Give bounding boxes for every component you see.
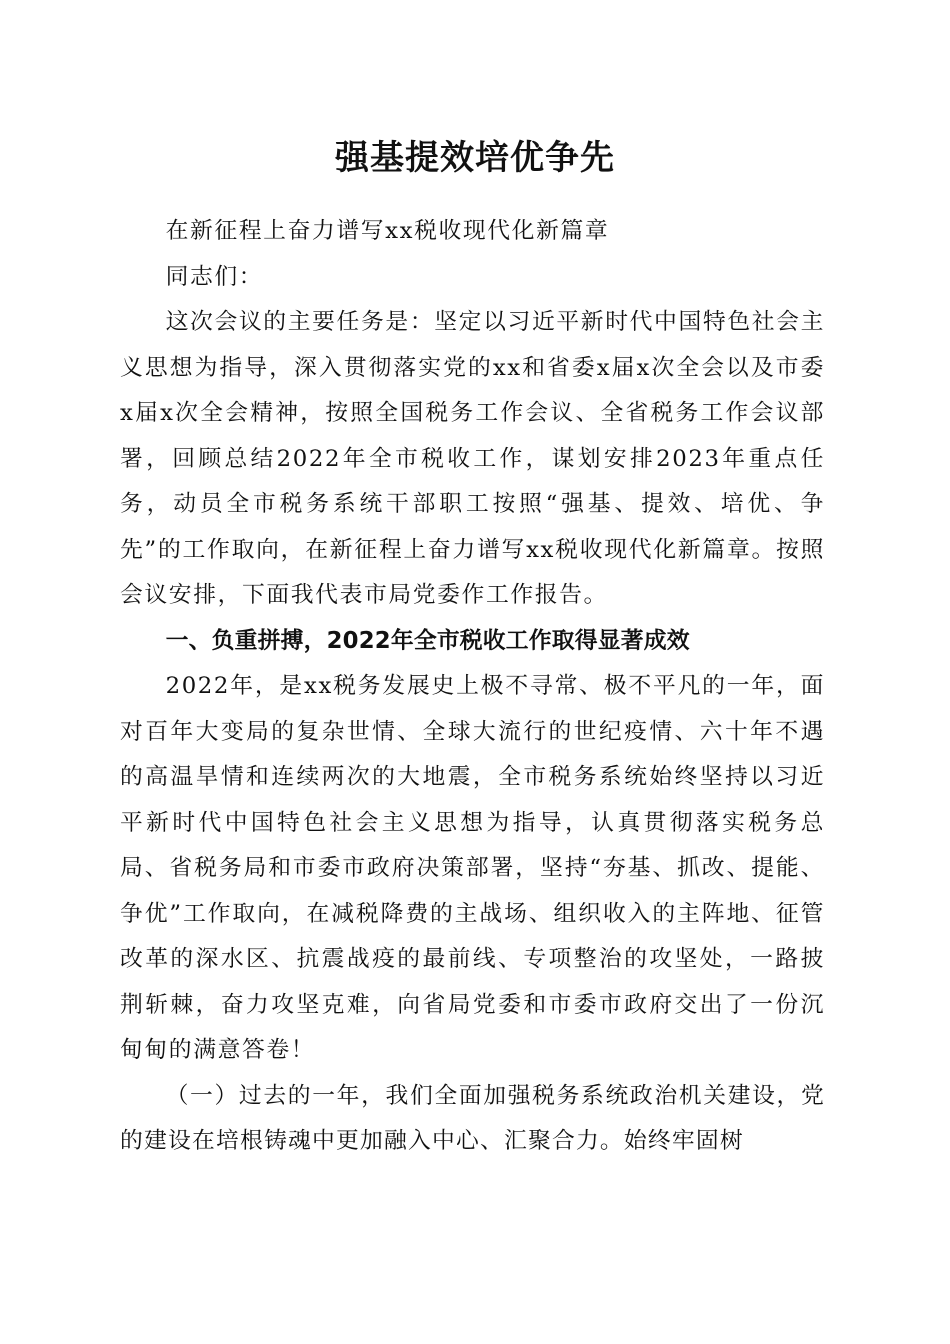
section-heading: 一、负重拼搏，2022年全市税收工作取得显著成效 (165, 627, 690, 654)
body-paragraph: 2022年，是xx税务发展史上极不寻常、极不平凡的一年，面对百年大变局的复杂世情、全球大流行的世纪疫情、六十年不遇的高温旱情和连续两次的大地震，全市税务系统始终坚持以习近平新时代中国特色社会主义思想为指导，认真贯彻落实税务总局、省税务局和市委市政府决策部署，坚持“夯基、抓改、提能、争优”工作取向，在减税降费的主战场、组织收入的主阵地、征管改革的深水区、抗震战疫的最前线、专项整治的攻坚处，一路披荆斩棘，奋力攻坚克难，向省局党委和市委市政府交出了一份沉甸甸的满意答卷！ (120, 673, 825, 1063)
subtitle-paragraph: 在新征程上奋力谱写xx税收现代化新篇章 (165, 218, 610, 244)
salutation-paragraph: 同志们： (165, 263, 264, 290)
subsection-paragraph: （一）过去的一年，我们全面加强税务系统政治机关建设，党的建设在培根铸魂中更加融入中心、汇聚合力。始终牢固树 (120, 1082, 825, 1154)
document-title: 强基提效培优争先 (335, 138, 615, 178)
document-body (120, 209, 825, 1165)
intro-paragraph: 这次会议的主要任务是：坚定以习近平新时代中国特色社会主义思想为指导，深入贯彻落实党的xx和省委x届x次全会以及市委x届x次全会精神，按照全国税务工作会议、全省税务工作会议部署，回顾总结2022年全市税收工作，谋划安排2023年重点任务，动员全市税务系统干部职工按照“强基、提效、培优、争先”的工作取向，在新征程上奋力谱写xx税收现代化新篇章。按照会议安排，下面我代表市局党委作工作报告。 (120, 309, 825, 608)
